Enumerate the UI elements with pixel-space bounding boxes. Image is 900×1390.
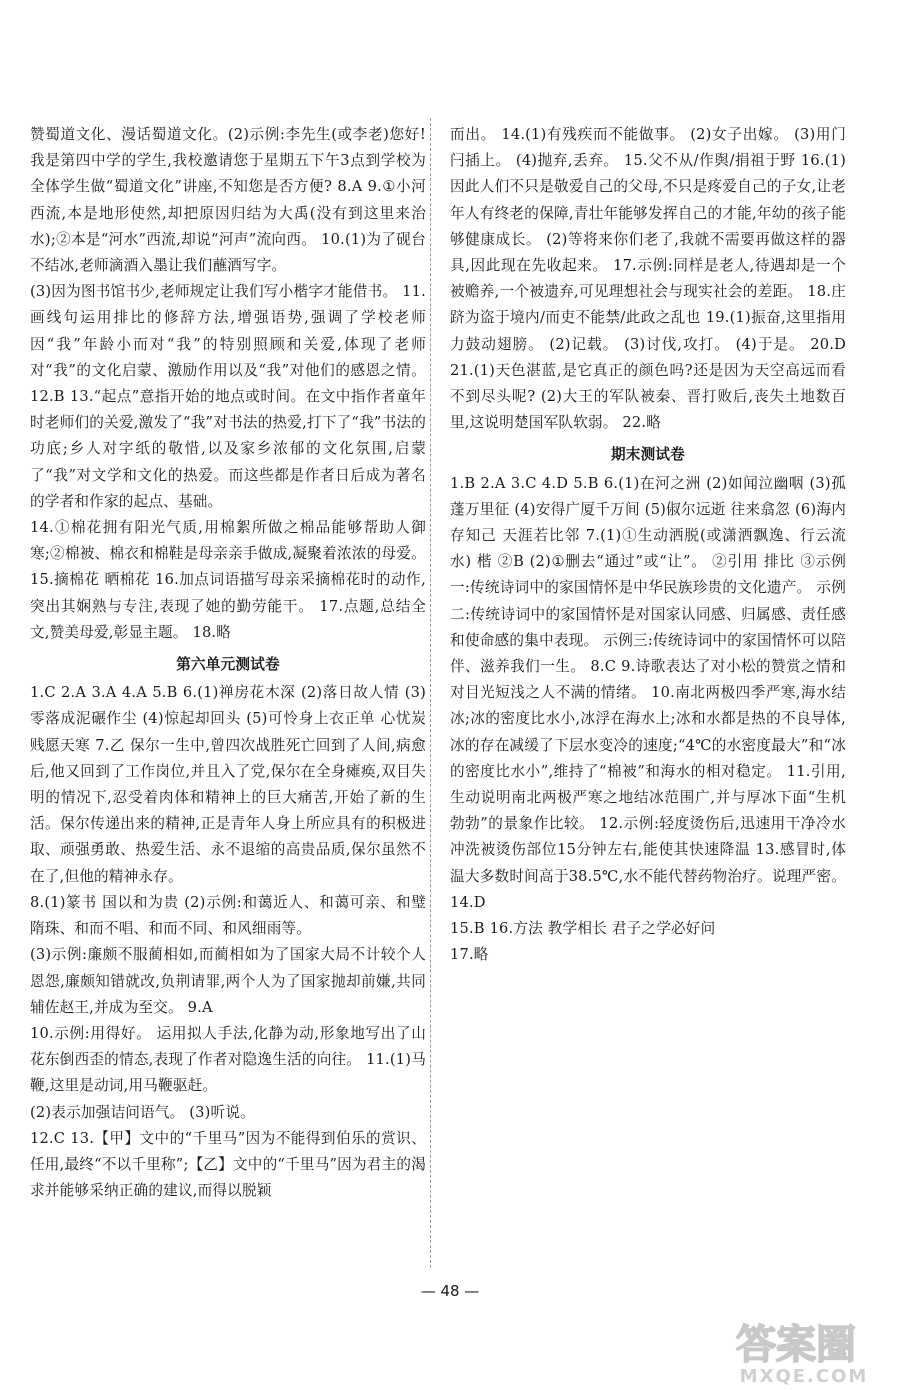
left-column [30,122,426,1204]
right-paragraph-4: 17.略 [450,946,489,964]
left-paragraph-4: 1.C 2.A 3.A 4.A 5.B 6.(1)禅房花木深 (2)落日故人情 (3)零落成泥碾作尘 (4)惊起却回头 (5)可怜身上衣正单 心忧炭贱愿天寒 7.乙 保尔一生中,曾四次战胜死亡回到了人间,病愈后,他又回到了工作岗位,并且入了党,保尔在全身瘫痪,双目失明的情况下,忍受着肉体和精神上的巨大痛苦,开始了新的生活。保尔传递出来的精神,正是青年人身上所应具有的积极进取、顽强勇敢、热爱生活、永不退缩的高贵品质,保尔虽然不在了,但他的精神永存。 [30,684,426,885]
section-title-unit6: 第六单元测试卷 [176,656,280,674]
watermark-line2: MXQE.COM [739,1366,869,1386]
page-number: — 48 — [420,1282,480,1300]
watermark-logo [700,1318,895,1386]
right-paragraph-2: 1.B 2.A 3.C 4.D 5.B 6.(1)在河之洲 (2)如闻泣幽咽 (3)孤蓬万里征 (4)安得广厦千万间 (5)俶尔远逝 往来翕忽 (6)海内存知己 天涯若比邻 7.(1)①生动洒脱(或潇洒飘逸、行云流水) 楷 ②B (2)①删去“通过”或“让”。 ②引用 排比 ③示例一:传统诗词中的家国情怀是中华民族珍贵的文化遗产。 示例二:传统诗词中的家国情怀是对国家认同感、归属感、责任感和使命感的集中表现。 示例三:传统诗词中的家国情怀可以陪伴、滋养我们一生。 8.C 9.诗歌表达了对小松的赞赏之情和对目光短浅之人不满的情绪。 10.南北两极四季严寒,海水结冰;冰的密度比水小,冰浮在海水上;冰和水都是热的不良导体,冰的存在减缓了下层水变冷的速度;“4℃的水密度最大”和“冰的密度比水小”,维持了“棉被”和海水的相对稳定。 11.引用,生动说明南北两极严寒之地结冰范围广,并与厚冰下面“生机勃勃”的景象作比较。 12.示例:轻度烫伤后,迅速用干净冷水冲洗被烫伤部位15分钟左右,能使其快速降温 13.感冒时,体温大多数时间高于38.5℃,水不能代替药物治疗。说理严密。 14.D [450,474,846,911]
right-paragraph-1: 而出。 14.(1)有残疾而不能做事。 (2)女子出嫁。 (3)用门闩插上。 (4)抛弃,丢弃。 15.父不从/作舆/捐祖于野 16.(1)因此人们不只是敬爱自己的父母,不只是疼爱自己的子女,让老年人有终老的保障,青壮年能够发挥自己的才能,年幼的孩子能够健康成长。 (2)等将来你们老了,我就不需要再做这样的器具,因此现在先收起来。 17.示例:同样是老人,待遇却是一个被赡养,一个被遗弃,可见理想社会与现实社会的差距。 18.庄跻为盗于境内/而吏不能禁/此政之乱也 19.(1)振奋,这里指用力鼓动翅膀。 (2)记载。 (3)讨伐,攻打。 (4)于是。 20.D 21.(1)天色湛蓝,是它真正的颜色吗?还是因为天空高远而看不到尽头呢? (2)大王的军队被秦、晋打败后,丧失土地数百里,这说明楚国军队软弱。 22.略 [450,126,846,432]
left-paragraph-7: 10.示例:用得好。 运用拟人手法,化静为动,形象地写出了山花东倒西歪的情态,表现了作者对隐逸生活的向往。 11.(1)马鞭,这里是动词,用马鞭驱赶。 [30,1024,426,1095]
left-paragraph-2: (3)因为图书馆书少,老师规定让我们写小楷字才能借书。 11.画线句运用排比的修辞方法,增强语势,强调了学校老师因“我”年龄小而对“我”的特别照顾和关爱,体现了老师对“我”的文化启蒙、激励作用以及“我”对他们的感恩之情。 12.B 13.“起点”意指开始的地点或时间。在文中指作者童年时老师们的关爱,激发了“我”对书法的热爱,打下了“我”书法的功底;乡人对字纸的敬惜,以及家乡浓郁的文化氛围,启蒙了“我”对文学和文化的热爱。而这些都是作者日后成为著名的学者和作家的起点、基础。 [30,283,426,510]
right-column [450,122,846,969]
right-paragraph-3: 15.B 16.方法 教学相长 君子之学必好问 [450,920,716,938]
left-paragraph-1: 赞蜀道文化、漫话蜀道文化。(2)示例:李先生(或李老)您好!我是第四中学的学生,我校邀请您于星期五下午3点到学校为全体学生做“蜀道文化”讲座,不知您是否方便? 8.A 9.①小河西流,本是地形使然,却把原因归结为大禹(没有到这里来治水);②本是“河水”西流,却说“河声”流向西。 10.(1)为了砚台不结冰,老师滴酒入墨让我们蘸酒写字。 [30,126,426,275]
left-paragraph-5: 8.(1)篆书 国以和为贵 (2)示例:和蔼近人、和蔼可亲、和璧隋珠、和而不唱、和而不同、和风细雨等。 [30,893,426,938]
left-paragraph-9: 12.C 13.【甲】文中的“千里马”因为不能得到伯乐的赏识、任用,最终“不以千里称”;【乙】文中的“千里马”因为君主的渴求并能够采纳正确的建议,而得以脱颖 [30,1129,426,1200]
left-paragraph-8: (2)表示加强诘问语气。 (3)听说。 [30,1103,255,1121]
watermark-line1: 答案圈 [736,1322,856,1368]
left-paragraph-3: 14.①棉花拥有阳光气质,用棉絮所做之棉品能够帮助人御寒;②棉被、棉衣和棉鞋是母亲亲手做成,凝聚着浓浓的母爱。 15.摘棉花 晒棉花 16.加点词语描写母亲采摘棉花时的动作,突出其娴熟与专注,表现了她的勤劳能干。 17.点题,总结全文,赞美母爱,彰显主题。 18.略 [30,519,426,641]
section-title-final-exam: 期末测试卷 [611,446,685,464]
left-paragraph-6: (3)示例:廉颇不服蔺相如,而蔺相如为了国家大局不计较个人恩怨,廉颇知错就改,负荆请罪,两个人为了国家抛却前嫌,共同辅佐赵王,并成为至交。 9.A [30,946,426,1016]
column-divider [430,118,431,1268]
